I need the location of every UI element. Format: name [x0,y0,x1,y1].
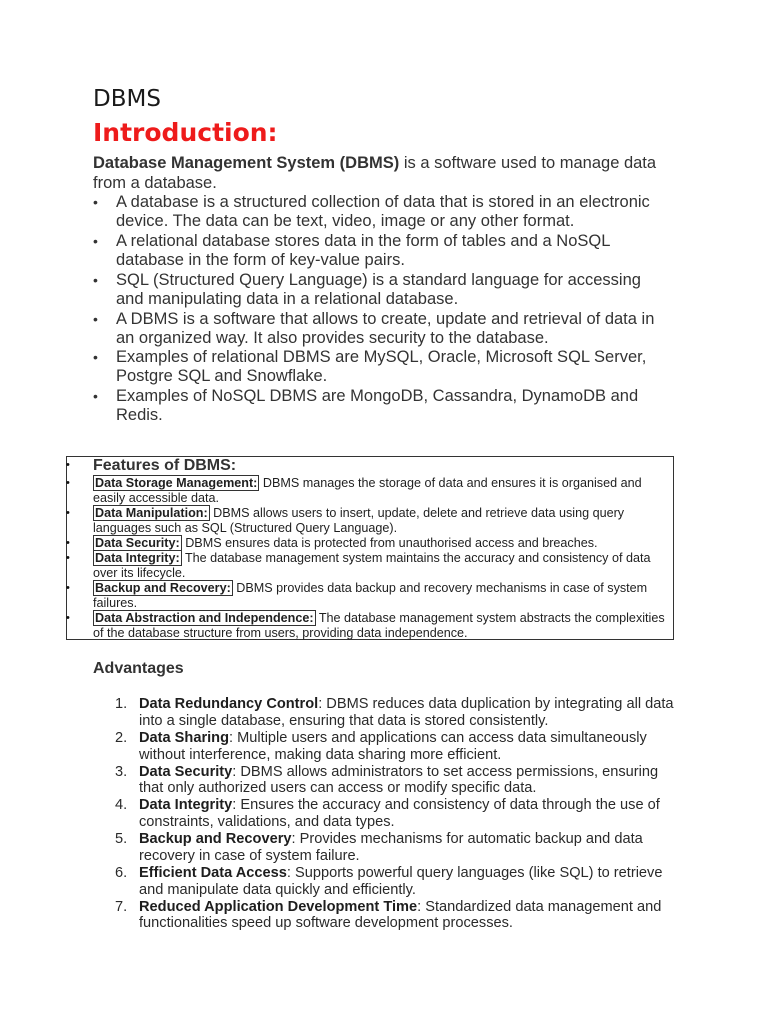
bullet-icon: • [66,459,70,471]
list-item [93,387,673,425]
advantage-term: Efficient Data Access [139,864,287,881]
advantage-text: : Multiple users and applications can access data simultaneously without interference, making data sharing more efficient. [139,729,647,763]
feature-text: DBMS allows users to insert, update, delete and retrieve data using query languages such as SQL (Structured Query Language). [93,506,625,535]
list-number: 5. [115,831,128,848]
features-heading: Features of DBMS: [93,457,237,474]
bullet-icon: • [66,537,70,549]
list-item [93,696,683,730]
introduction-heading: Introduction: [93,118,278,147]
bullet-icon: • [93,349,98,365]
feature-item [93,611,668,641]
introduction-text: is a software used to manage data from a database. [93,154,657,192]
list-number: 1. [115,696,128,712]
list-number: 3. [115,763,128,780]
advantages-list [93,696,683,932]
advantage-term: Data Redundancy Control [139,696,319,712]
advantage-text: : Standardized data management and functionalities speed up software development processes. [139,898,662,932]
feature-item [93,581,668,611]
list-item [93,348,673,386]
advantage-text: : Supports powerful query languages (like SQL) to retrieve and manipulate data quickly and efficiently. [139,864,663,898]
advantage-text: : DBMS allows administrators to set access permissions, ensuring that only authorized users can access or modify specific data. [139,763,659,797]
feature-text: DBMS manages the storage of data and ensures it is organised and easily accessible data. [93,476,642,505]
list-item [93,764,683,798]
bullet-icon: • [66,612,70,624]
feature-term: Backup and Recovery: [95,581,231,595]
feature-item [93,536,668,551]
feature-term: Data Manipulation: [95,506,208,520]
introduction-bullet-list [93,193,673,425]
list-item [93,730,683,764]
advantage-text: : DBMS reduces data duplication by integrating all data into a single database, ensuring that data is stored consistently. [139,696,674,729]
feature-term: Data Storage Management: [95,476,258,490]
bullet-icon: • [93,194,98,210]
list-item [93,865,683,899]
bullet-icon: • [66,552,70,564]
bullet-icon: • [66,477,70,489]
list-item-text: A relational database stores data in the form of tables and a NoSQL database in the form of key-value pairs. [116,232,610,269]
bullet-icon: • [66,507,70,519]
feature-text: The database management system maintains the accuracy and consistency of data over its lifecycle. [93,551,651,580]
feature-text: DBMS provides data backup and recovery mechanisms in case of system failures. [93,581,648,610]
list-item [93,797,683,831]
advantages-heading: Advantages [93,660,184,677]
list-item [93,271,673,309]
list-item-text: A database is a structured collection of data that is stored in an electronic device. The data can be text, video, image or any other format. [116,193,650,230]
bullet-icon: • [93,388,98,404]
list-item [93,831,683,865]
bullet-icon: • [93,311,98,327]
advantage-text: : Ensures the accuracy and consistency of data through the use of constraints, validations, and data types. [139,797,660,831]
list-item [93,193,673,231]
bullet-icon: • [93,233,98,249]
bullet-icon: • [66,582,70,594]
advantage-term: Data Sharing [139,729,230,746]
advantage-term: Data Security [139,763,233,780]
feature-term: Data Abstraction and Independence: [95,611,314,625]
advantage-term: Backup and Recovery [139,831,292,848]
feature-item [93,551,668,581]
feature-term: Data Integrity: [95,551,180,565]
list-number: 7. [115,898,128,915]
list-number: 6. [115,864,128,881]
dbms-term: Database Management System (DBMS) [93,154,400,172]
list-item-text: Examples of relational DBMS are MySQL, Oracle, Microsoft SQL Server, Postgre SQL and Snowflake. [116,348,647,385]
list-item [93,899,683,933]
list-item-text: A DBMS is a software that allows to create, update and retrieval of data in an organized way. It also provides security to the database. [116,310,655,347]
feature-text: The database management system abstracts the complexities of the database structure from users, providing data independence. [93,611,665,640]
feature-item [93,506,668,536]
list-item-text: SQL (Structured Query Language) is a standard language for accessing and manipulating data in a relational database. [116,271,641,308]
list-item [93,232,673,270]
advantage-text: : Provides mechanisms for automatic backup and data recovery in case of system failure. [139,831,643,864]
list-item-text: Examples of NoSQL DBMS are MongoDB, Cassandra, DynamoDB and Redis. [116,387,639,424]
bullet-icon: • [93,272,98,288]
feature-item [93,476,668,506]
introduction-paragraph [93,154,693,193]
feature-term: Data Security: [95,536,180,550]
list-number: 2. [115,729,128,746]
list-number: 4. [115,797,128,814]
advantage-term: Data Integrity [139,797,233,814]
advantage-term: Reduced Application Development Time [139,898,418,915]
feature-text: DBMS ensures data is protected from unauthorised access and breaches. [181,536,598,550]
list-item [93,310,673,348]
document-title: DBMS [93,86,161,112]
